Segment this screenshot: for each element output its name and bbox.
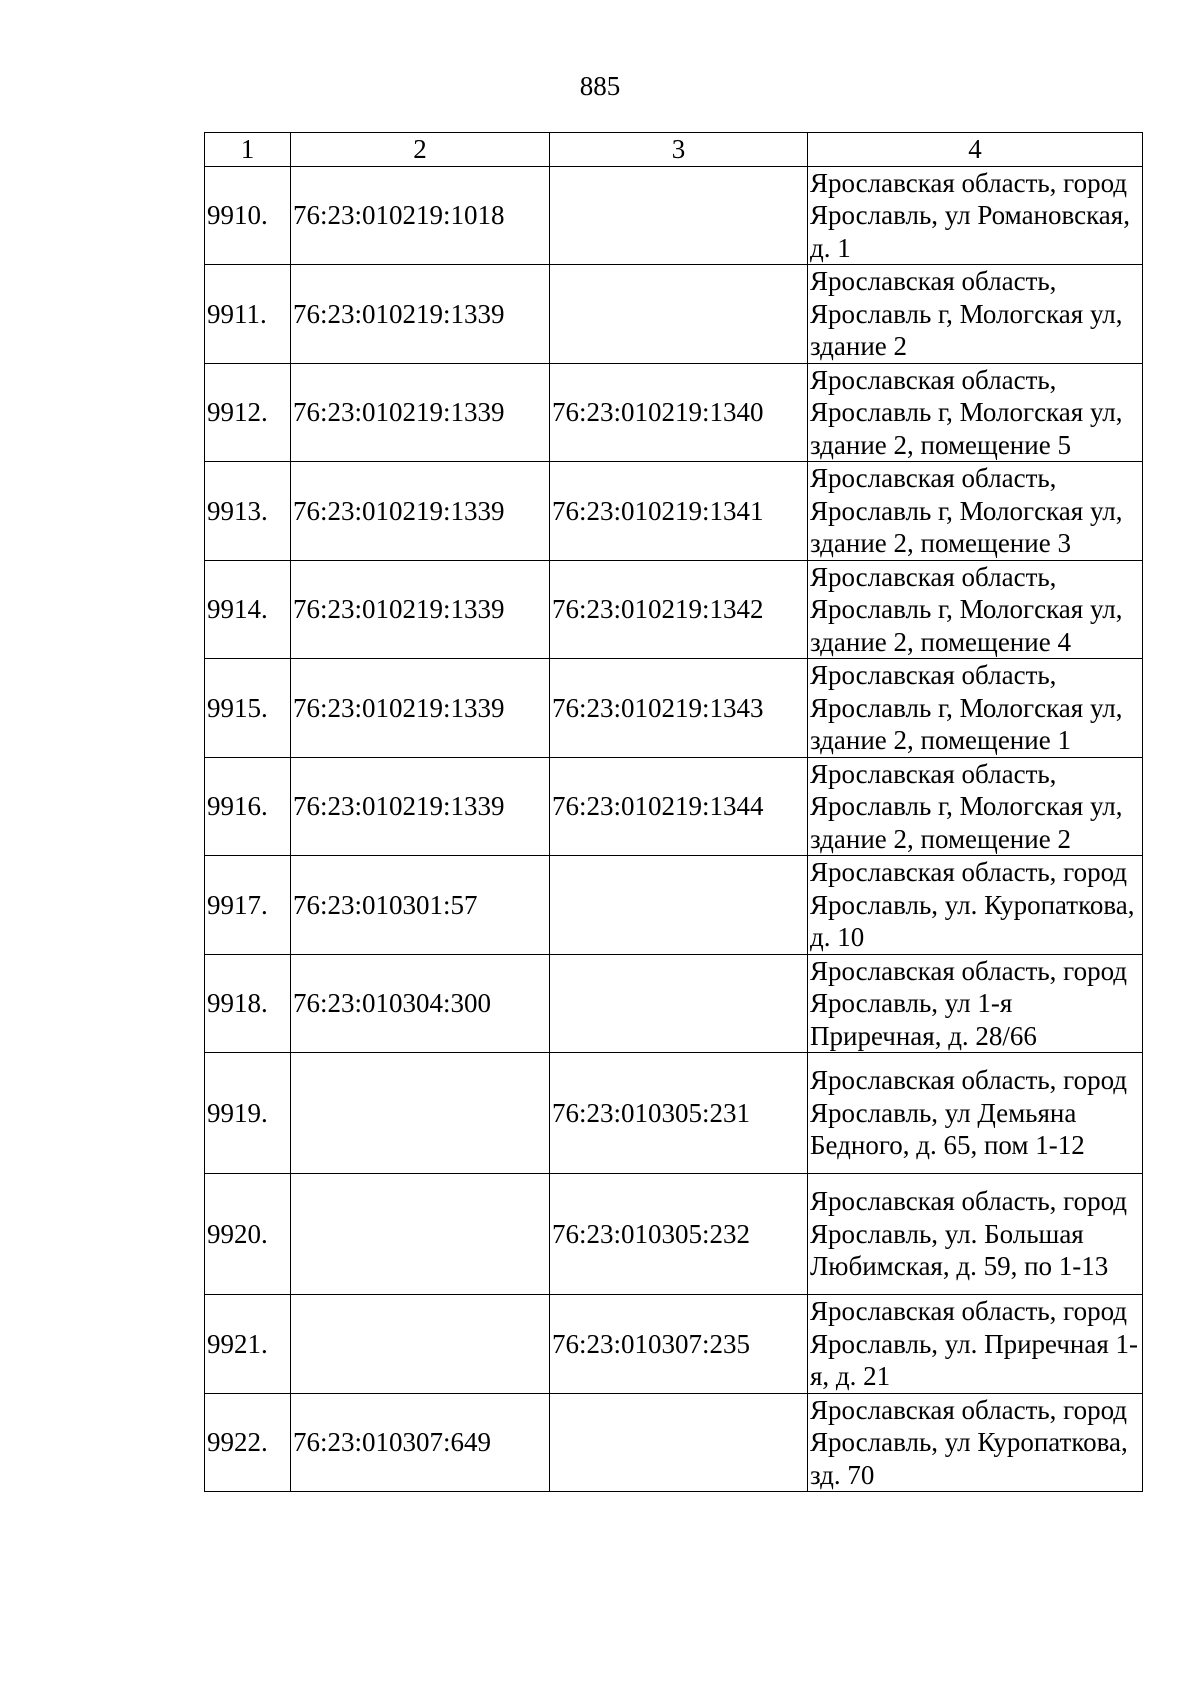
table-row — [205, 363, 1143, 462]
address: Ярославская область, город Ярославль, ул 1-я Приречная, д. 28/66 — [808, 954, 1143, 1053]
row-number: 9914. — [205, 560, 291, 659]
cadastral-number: 76:23:010307:649 — [291, 1393, 550, 1492]
table-row — [205, 462, 1143, 561]
premises-cadastral-number: 76:23:010219:1342 — [550, 560, 808, 659]
address: Ярославская область, город Ярославль, ул. Большая Любимская, д. 59, по 1-13 — [808, 1174, 1143, 1295]
cadastral-number: 76:23:010219:1339 — [291, 462, 550, 561]
premises-cadastral-number: 76:23:010219:1344 — [550, 757, 808, 856]
cadastral-number — [291, 1295, 550, 1394]
row-number: 9916. — [205, 757, 291, 856]
premises-cadastral-number — [550, 856, 808, 955]
header-row — [205, 133, 1143, 167]
table-row — [205, 757, 1143, 856]
column-header: 1 — [205, 133, 291, 167]
cadastral-number — [291, 1053, 550, 1174]
address: Ярославская область, Ярославль г, Мологская ул, здание 2, помещение 2 — [808, 757, 1143, 856]
cadastral-number: 76:23:010219:1339 — [291, 265, 550, 364]
premises-cadastral-number — [550, 954, 808, 1053]
page-number: 885 — [579, 71, 621, 101]
premises-cadastral-number: 76:23:010219:1343 — [550, 659, 808, 758]
cadastral-number: 76:23:010219:1018 — [291, 166, 550, 265]
cadastral-number: 76:23:010301:57 — [291, 856, 550, 955]
address: Ярославская область, город Ярославль, ул Романовская, д. 1 — [808, 166, 1143, 265]
table-row — [205, 560, 1143, 659]
table-row — [205, 954, 1143, 1053]
row-number: 9922. — [205, 1393, 291, 1492]
premises-cadastral-number: 76:23:010305:232 — [550, 1174, 808, 1295]
row-number: 9919. — [205, 1053, 291, 1174]
column-header: 4 — [808, 133, 1143, 167]
address: Ярославская область, Ярославль г, Мологская ул, здание 2, помещение 1 — [808, 659, 1143, 758]
address: Ярославская область, город Ярославль, ул. Приречная 1-я, д. 21 — [808, 1295, 1143, 1394]
premises-cadastral-number — [550, 265, 808, 364]
cadastral-number: 76:23:010219:1339 — [291, 757, 550, 856]
column-header: 2 — [291, 133, 550, 167]
column-header: 3 — [550, 133, 808, 167]
cadastral-number: 76:23:010304:300 — [291, 954, 550, 1053]
row-number: 9913. — [205, 462, 291, 561]
address: Ярославская область, Ярославль г, Мологская ул, здание 2, помещение 4 — [808, 560, 1143, 659]
premises-cadastral-number: 76:23:010219:1340 — [550, 363, 808, 462]
row-number: 9917. — [205, 856, 291, 955]
table-row — [205, 856, 1143, 955]
table-row — [205, 1053, 1143, 1174]
address: Ярославская область, Ярославль г, Мологская ул, здание 2 — [808, 265, 1143, 364]
premises-cadastral-number: 76:23:010307:235 — [550, 1295, 808, 1394]
row-number: 9915. — [205, 659, 291, 758]
table-row — [205, 265, 1143, 364]
address: Ярославская область, город Ярославль, ул Куропаткова, зд. 70 — [808, 1393, 1143, 1492]
row-number: 9910. — [205, 166, 291, 265]
cadastral-number: 76:23:010219:1339 — [291, 659, 550, 758]
premises-cadastral-number — [550, 166, 808, 265]
address: Ярославская область, город Ярославль, ул. Куропаткова, д. 10 — [808, 856, 1143, 955]
cadastral-number: 76:23:010219:1339 — [291, 560, 550, 659]
row-number: 9921. — [205, 1295, 291, 1394]
address: Ярославская область, Ярославль г, Мологская ул, здание 2, помещение 3 — [808, 462, 1143, 561]
table-body — [205, 166, 1143, 1492]
cadastral-number — [291, 1174, 550, 1295]
premises-cadastral-number: 76:23:010305:231 — [550, 1053, 808, 1174]
address: Ярославская область, город Ярославль, ул Демьяна Бедного, д. 65, пом 1-12 — [808, 1053, 1143, 1174]
table-row — [205, 1174, 1143, 1295]
table-row — [205, 1295, 1143, 1394]
table-row — [205, 659, 1143, 758]
table-row — [205, 1393, 1143, 1492]
row-number: 9918. — [205, 954, 291, 1053]
address: Ярославская область, Ярославль г, Мологская ул, здание 2, помещение 5 — [808, 363, 1143, 462]
premises-cadastral-number: 76:23:010219:1341 — [550, 462, 808, 561]
cadastral-number: 76:23:010219:1339 — [291, 363, 550, 462]
table-header — [205, 133, 1143, 167]
row-number: 9912. — [205, 363, 291, 462]
row-number: 9911. — [205, 265, 291, 364]
table-row — [205, 166, 1143, 265]
row-number: 9920. — [205, 1174, 291, 1295]
registry-table — [204, 132, 1143, 1492]
premises-cadastral-number — [550, 1393, 808, 1492]
